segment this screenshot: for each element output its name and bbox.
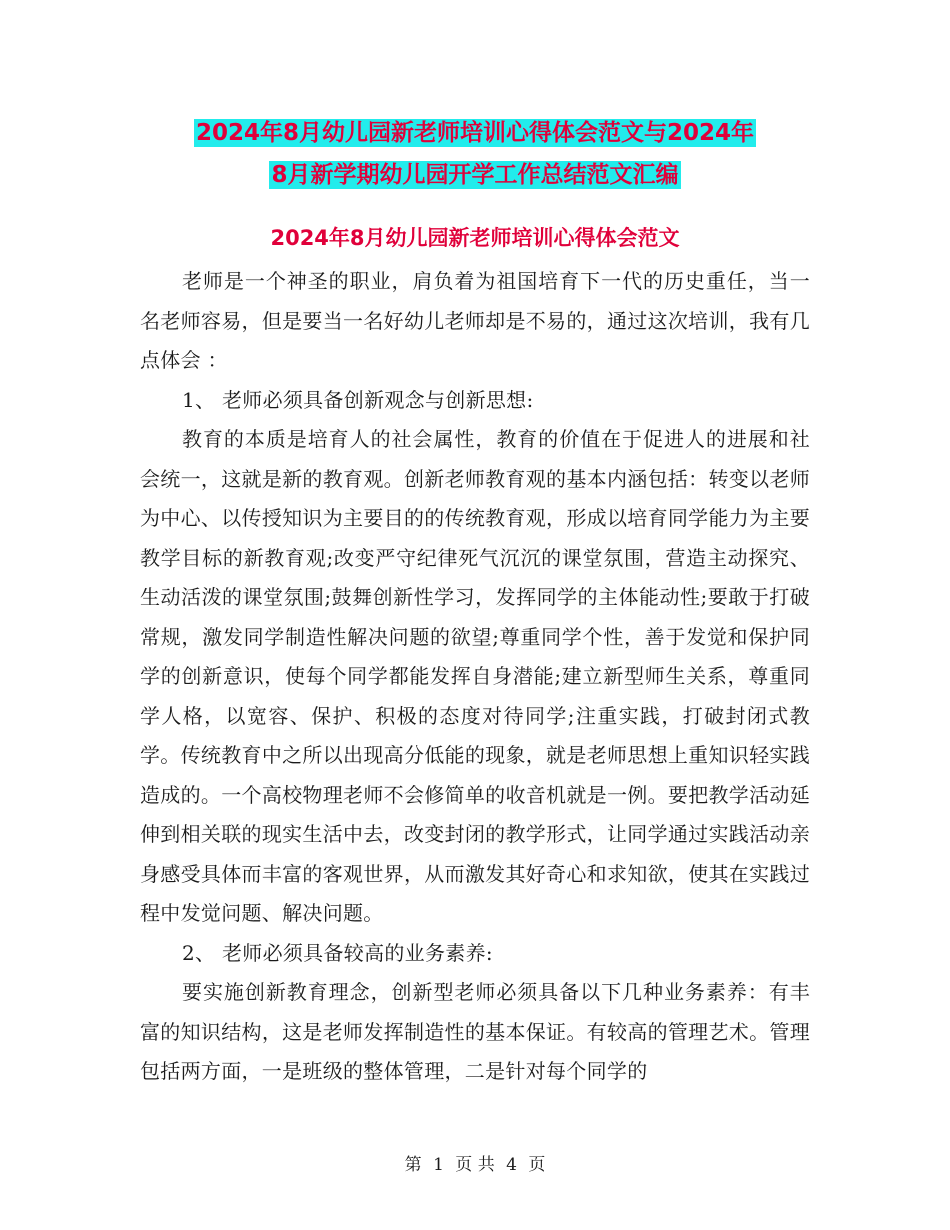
footer-middle: 页 共 [455, 1155, 495, 1175]
footer-total-pages: 4 [506, 1155, 517, 1175]
footer-page-number: 1 [433, 1155, 444, 1175]
list-heading-1: 1、 老师必须具备创新观念与创新思想: [182, 387, 534, 412]
document-body [140, 262, 810, 1092]
paragraph: 老师是一个神圣的职业，肩负着为祖国培育下一代的历史重任，当一名老师容易，但是要当一名好幼儿老师却是不易的，通过这次培训，我有几点体会 ： [140, 269, 810, 372]
footer-prefix: 第 [404, 1155, 422, 1175]
document-title-line-1: 2024年8月幼儿园新老师培训心得体会范文与2024年 [195, 120, 755, 146]
paragraph: 要实施创新教育理念，创新型老师必须具备以下几种业务素养：有丰富的知识结构，这是老师发挥制造性的基本保证。有较高的管理艺术。管理包括两方面，一是班级的整体管理，二是针对每个同学的 [140, 980, 810, 1083]
footer-suffix: 页 [528, 1155, 546, 1175]
paragraph: 教育的本质是培育人的社会属性，教育的价值在于促进人的进展和社会统一，这就是新的教育观。创新老师教育观的基本内涵包括：转变以老师为中心、以传授知识为主要目的的传统教育观，形成以培育同学能力为主要教学目标的新教育观;改变严守纪律死气沉沉的课堂氛围，营造主动探究、生动活泼的课堂氛围;鼓舞创新性学习，发挥同学的主体能动性;要敢于打破常规，激发同学制造性解决问题的欲望;尊重同学个性，善于发觉和保护同学的创新意识，使每个同学都能发挥自身潜能;建立新型师生关系，尊重同学人格，以宽容、保护、积极的态度对待同学;注重实践，打破封闭式教学。传统教育中之所以出现高分低能的现象，就是老师思想上重知识轻实践造成的。一个高校物理老师不会修简单的收音机就是一例。要把教学活动延伸到相关联的现实生活中去，改变封闭的教学形式，让同学通过实践活动亲身感受具体而丰富的客观世界，从而激发其好奇心和求知欲，使其在实践过程中发觉问题、解决问题。 [140, 427, 810, 925]
document-title-line-2: 8月新学期幼儿园开学工作总结范文汇编 [271, 162, 679, 188]
section-title: 2024年8月幼儿园新老师培训心得体会范文 [270, 226, 680, 250]
document-title [0, 112, 950, 196]
list-heading-2: 2、 老师必须具备较高的业务素养: [182, 940, 493, 965]
page-footer [0, 1150, 950, 1175]
